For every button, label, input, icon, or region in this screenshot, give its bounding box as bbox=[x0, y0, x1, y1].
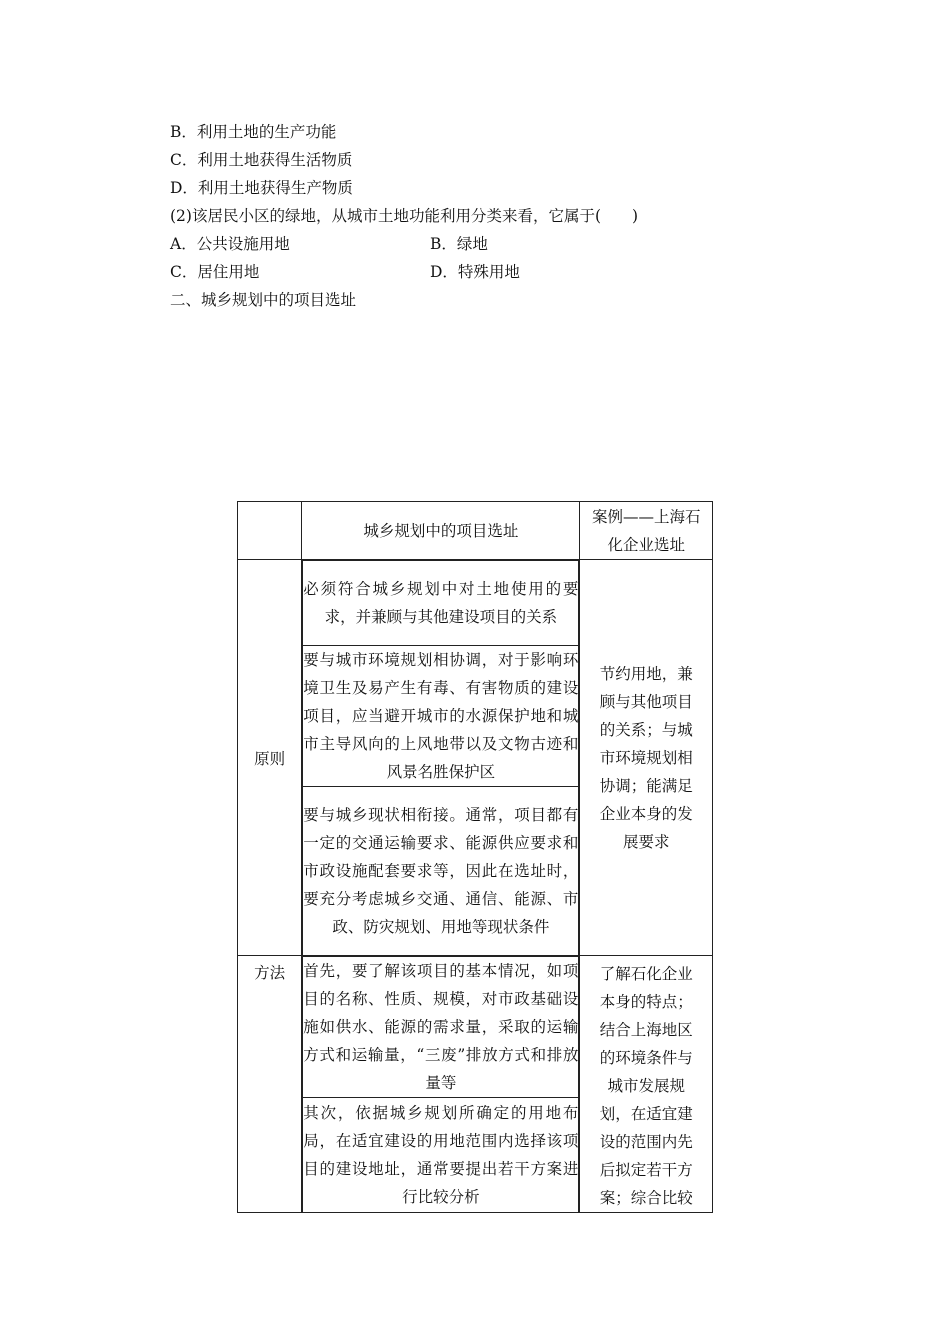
principle-item: 要与城乡现状相衔接。通常，项目都有一定的交通运输要求、能源供应要求和市政设施配套要求等，因此在选址时，要充分考虑城乡交通、通信、能源、市政、防灾规划、用地等现状条件 bbox=[303, 787, 579, 956]
section-heading: 二、城乡规划中的项目选址 bbox=[170, 291, 357, 309]
method-item: 首先，要了解该项目的基本情况，如项目的名称、性质、规模，对市政基础设施如供水、能源的需求量，采取的运输方式和运输量，“三废”排放方式和排放量等 bbox=[303, 957, 579, 1098]
header-empty-cell bbox=[238, 502, 302, 560]
site-selection-table bbox=[237, 501, 713, 1213]
method-case: 了解石化企业本身的特点；结合上海地区的环境条件与城市发展规划，在适宜建设的范围内先后拟定若干方案；综合比较 bbox=[580, 956, 713, 1213]
principle-case: 节约用地，兼顾与其他项目的关系；与城市环境规划相协调；能满足企业本身的发展要求 bbox=[580, 560, 713, 956]
method-list bbox=[302, 956, 580, 1213]
method-row bbox=[238, 956, 713, 1213]
header-case: 案例——上海石化企业选址 bbox=[580, 502, 713, 560]
q2-option-b: B．绿地 bbox=[430, 235, 488, 253]
option-d: D．利用土地获得生产物质 bbox=[170, 179, 353, 197]
table-header-row bbox=[238, 502, 713, 560]
principle-item: 要与城市环境规划相协调，对于影响环境卫生及易产生有毒、有害物质的建设项目，应当避开城市的水源保护地和城市主导风向的上风地带以及文物古迹和风景名胜保护区 bbox=[303, 646, 579, 787]
method-label: 方法 bbox=[238, 956, 302, 1213]
principle-item: 必须符合城乡规划中对土地使用的要求，并兼顾与其他建设项目的关系 bbox=[303, 561, 579, 646]
q2-option-a: A．公共设施用地 bbox=[170, 235, 290, 253]
header-topic: 城乡规划中的项目选址 bbox=[302, 502, 580, 560]
principle-list bbox=[302, 560, 580, 956]
principle-label: 原则 bbox=[238, 560, 302, 956]
principle-row bbox=[238, 560, 713, 956]
option-c: C．利用土地获得生活物质 bbox=[170, 151, 353, 169]
q2-option-d: D．特殊用地 bbox=[430, 263, 520, 281]
q2-option-c: C．居住用地 bbox=[170, 263, 260, 281]
method-item: 其次，依据城乡规划所确定的用地布局，在适宜建设的用地范围内选择该项目的建设地址，通常要提出若干方案进行比较分析 bbox=[303, 1098, 579, 1213]
option-b: B．利用土地的生产功能 bbox=[170, 123, 337, 141]
question-2: (2)该居民小区的绿地，从城市土地功能利用分类来看，它属于( ) bbox=[170, 207, 639, 225]
